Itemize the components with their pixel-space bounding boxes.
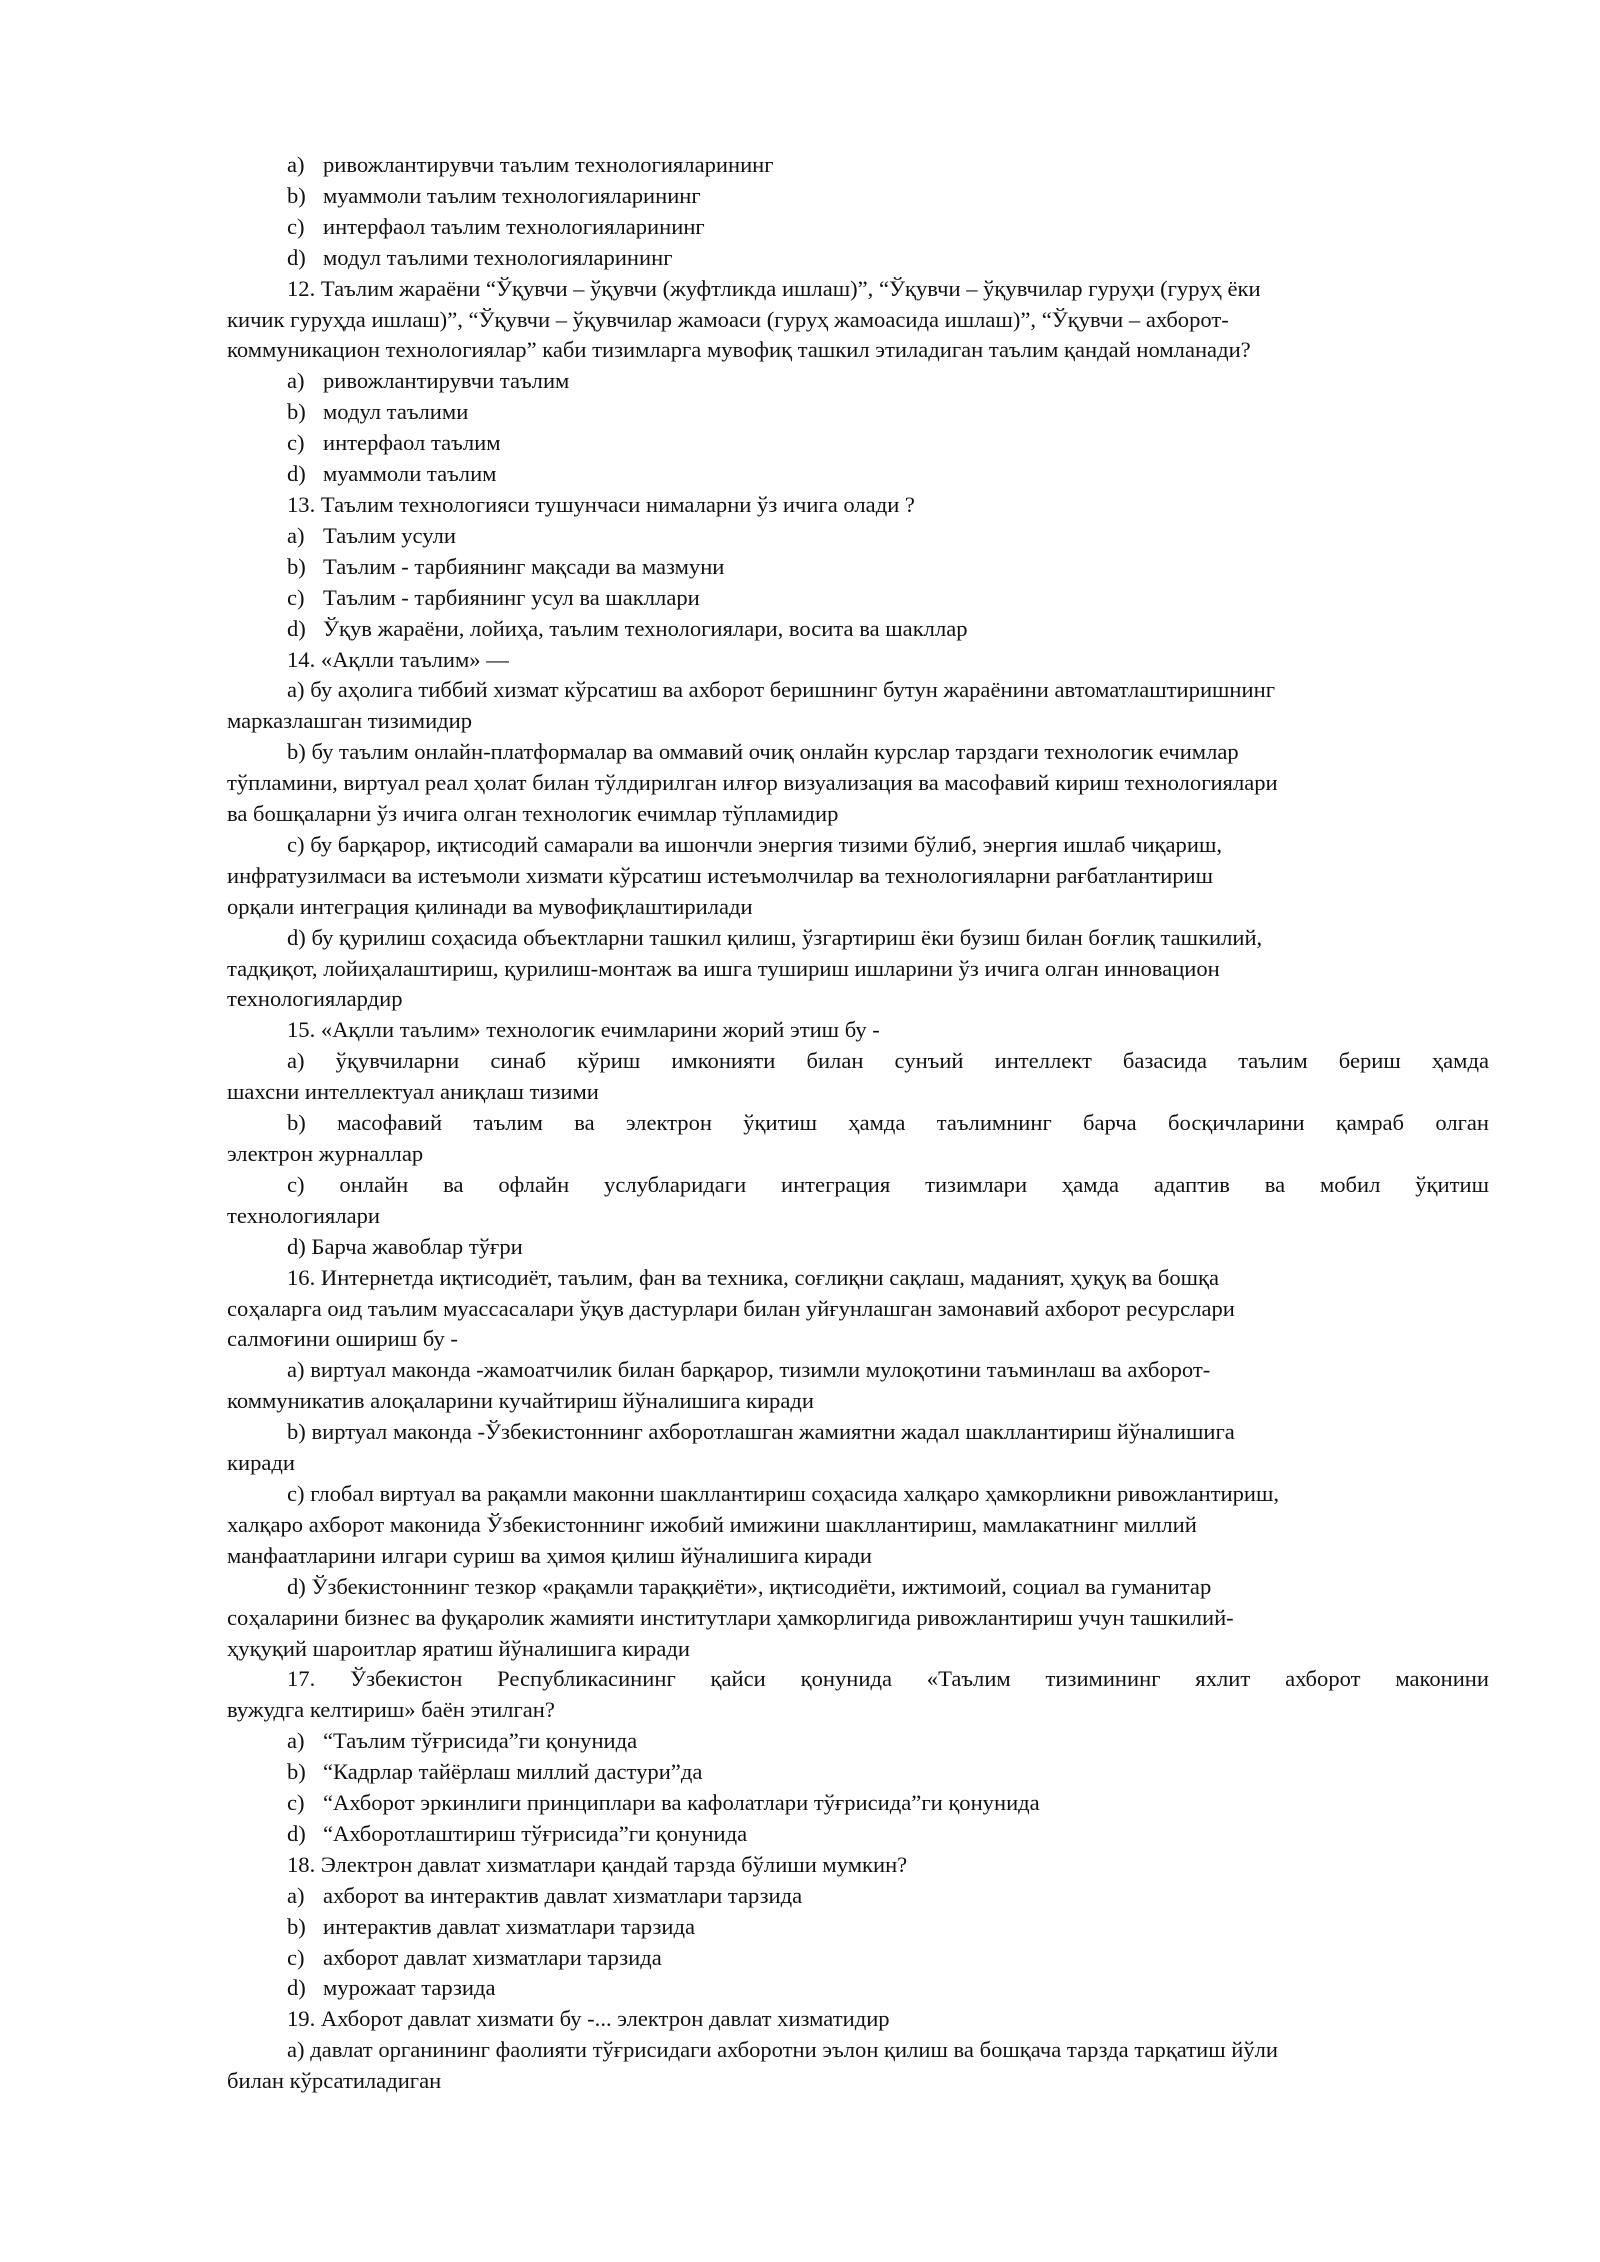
q18-option-a: a) ахборот ва интерактив давлат хизматлари тарзида [287,1882,803,1908]
q17-question-line: 17. Ўзбекистон Республикасининг қайси қонунида «Таълим тизимининг яхлит ахборот маконини [287,1666,1489,1692]
q14-question: 14. «Ақлли таълим» — [287,646,509,672]
q16-option-c-cont: халқаро ахборот маконида Ўзбекистоннинг ижобий имижини шакллантириш, мамлакатнинг миллий [227,1511,1197,1537]
q16-option-a: a) виртуал маконда -жамоатчилик билан барқарор, тизимли мулоқотини таъминлаш ва ахборот- [287,1357,1211,1383]
q14-option-c-cont: инфратузилмаси ва истеъмоли хизмати кўрсатиш истеъмолчилар ва технологияларни рағбатлантириш [227,862,1214,888]
q19-question: 19. Ахборот давлат хизмати бу -... электрон давлат хизматидир [287,2006,890,2032]
q13-option-b: b) Таълим - тарбиянинг мақсади ва мазмуни [287,553,725,579]
q11-option-c: c) интерфаол таълим технологияларининг [287,213,705,239]
q14-option-b-cont: тўпламини, виртуал реал ҳолат билан тўлдирилган илғор визуализация ва масофавий кириш технологиялари [227,770,1278,796]
q13-option-c: c) Таълим - тарбиянинг усул ва шакллари [287,584,700,610]
q12-option-d: d) муаммоли таълим [287,461,497,487]
q16-question-line: 16. Интернетда иқтисодиёт, таълим, фан ва техника, соғлиқни сақлаш, маданият, ҳуқуқ ва бошқа [287,1264,1220,1290]
q15-option-a: a) ўқувчиларни синаб кўриш имконияти билан сунъий интеллект базасида таълим бериш ҳамда [287,1048,1489,1074]
q16-option-b-cont: киради [227,1450,295,1476]
q15-option-b-cont: электрон журналлар [227,1141,424,1166]
q14-option-a-cont: марказлашган тизимидир [227,708,473,734]
q15-option-a-cont: шахсни интеллектуал аниқлаш тизими [227,1079,599,1105]
q14-option-c-cont: орқали интеграция қилинади ва мувофиқлаштирилади [227,893,753,919]
q14-option-d-cont: тадқиқот, лойиҳалаштириш, қурилиш-монтаж ва ишга тушириш ишларини ўз ичига олган инновацион [227,955,1220,981]
q17-option-d: d) “Ахборотлаштириш тўғрисида”ги қонунида [287,1820,748,1846]
q16-option-b: b) виртуал маконда -Ўзбекистоннинг ахборотлашган жамиятни жадал шакллантириш йўналишига [287,1419,1235,1445]
q12-question-line: 12. Таълим жараёни “Ўқувчи – ўқувчи (жуфтликда ишлаш)”, “Ўқувчи – ўқувчилар гуруҳи (гуруҳ ёки [287,275,1261,301]
q18-question: 18. Электрон давлат хизматлари қандай тарзда бўлиши мумкин? [287,1851,908,1877]
q13-option-a: a) Таълим усули [287,522,456,548]
q14-option-d: d) бу қурилиш соҳасида объектларни ташкил қилиш, ўзгартириш ёки бузиш билан боғлиқ ташкилий, [287,924,1263,950]
q13-option-d: d) Ўқув жараёни, лойиҳа, таълим технологиялари, восита ва шакллар [287,615,968,641]
q14-option-a: a) бу аҳолига тиббий хизмат кўрсатиш ва ахборот беришнинг бутун жараёнини автоматлаштиришнинг [287,677,1275,703]
q12-question-line: коммуникацион технологиялар” каби тизимларга мувофиқ ташкил этиладиган таълим қандай номланади? [227,337,1251,363]
q12-option-c: c) интерфаол таълим [287,430,501,456]
q12-option-a: a) ривожлантирувчи таълим [287,368,570,394]
document-page [227,150,1489,2097]
q14-option-b-cont: ва бошқаларни ўз ичига олган технологик ечимлар тўпламидир [227,801,839,827]
q16-option-c-cont: манфаатларини илгари суриш ва ҳимоя қилиш йўналишига киради [227,1542,872,1568]
q16-question-line: салмоғини ошириш бу - [227,1326,458,1352]
q14-option-c: c) бу барқарор, иқтисодий самарали ва ишончли энергия тизими бўлиб, энергия ишлаб чиқариш, [287,831,1222,857]
q15-option-c-cont: технологиялари [227,1202,381,1228]
q16-question-line: соҳаларга оид таълим муассасалари ўқув дастурлари билан уйғунлашган замонавий ахборот ресурслари [227,1295,1235,1321]
q18-option-d: d) мурожаат тарзида [287,1975,496,2001]
q17-question-line: вужудга келтириш» баён этилган? [227,1697,555,1723]
q18-option-b: b) интерактив давлат хизматлари тарзида [287,1913,696,1939]
q15-option-d: d) Барча жавоблар тўғри [287,1233,523,1259]
q12-option-b: b) модул таълими [287,399,469,425]
q15-question: 15. «Ақлли таълим» технологик ечимларини жорий этиш бу - [287,1017,880,1043]
q16-option-d-cont: ҳуқуқий шароитлар яратиш йўналишига киради [227,1635,690,1661]
q16-option-d: d) Ўзбекистоннинг тезкор «рақамли тараққиёти», иқтисодиёти, ижтимоий, социал ва гуманитар [287,1573,1212,1599]
q19-option-a: a) давлат органининг фаолияти тўғрисидаги ахборотни эълон қилиш ва бошқача тарзда тарқатиш йўли [287,2037,1279,2063]
q16-option-a-cont: коммуникатив алоқаларини кучайтириш йўналишига киради [227,1388,814,1414]
q19-option-a-cont: билан кўрсатиладиган [227,2068,442,2094]
q17-option-a: a) “Таълим тўғрисида”ги қонунида [287,1728,638,1754]
q17-option-b: b) “Кадрлар тайёрлаш миллий дастури”да [287,1759,703,1785]
q15-option-b: b) масофавий таълим ва электрон ўқитиш ҳамда таълимнинг барча босқичларини қамраб олган [287,1110,1489,1136]
q15-option-c: c) онлайн ва офлайн услубларидаги интеграция тизимлари ҳамда адаптив ва мобил ўқитиш [287,1171,1489,1197]
q12-question-line: кичик гуруҳда ишлаш)”, “Ўқувчи – ўқувчилар жамоаси (гуруҳ жамоасида ишлаш)”, “Ўқувчи – ахборот- [227,306,1229,332]
q16-option-c: c) глобал виртуал ва рақамли маконни шакллантириш соҳасида халқаро ҳамкорликни ривожлантириш, [287,1480,1280,1506]
q14-option-b: b) бу таълим онлайн-платформалар ва оммавий очиқ онлайн курслар тарздаги технологик ечимлар [287,739,1239,765]
q18-option-c: c) ахборот давлат хизматлари тарзида [287,1944,662,1970]
q11-option-a: a) ривожлантирувчи таълим технологияларининг [287,152,774,177]
q11-option-d: d) модул таълими технологияларининг [287,244,673,270]
q13-question: 13. Таълим технологияси тушунчаси нималарни ўз ичига олади ? [287,491,915,517]
q14-option-d-cont: технологиялардир [227,986,403,1012]
q11-option-b: b) муаммоли таълим технологияларининг [287,182,701,208]
q16-option-d-cont: соҳаларини бизнес ва фуқаролик жамияти институтлари ҳамкорлигида ривожлантириш учун ташкилий- [227,1604,1234,1630]
q17-option-c: c) “Ахборот эркинлиги принциплари ва кафолатлари тўғрисида”ги қонунида [287,1790,1040,1816]
